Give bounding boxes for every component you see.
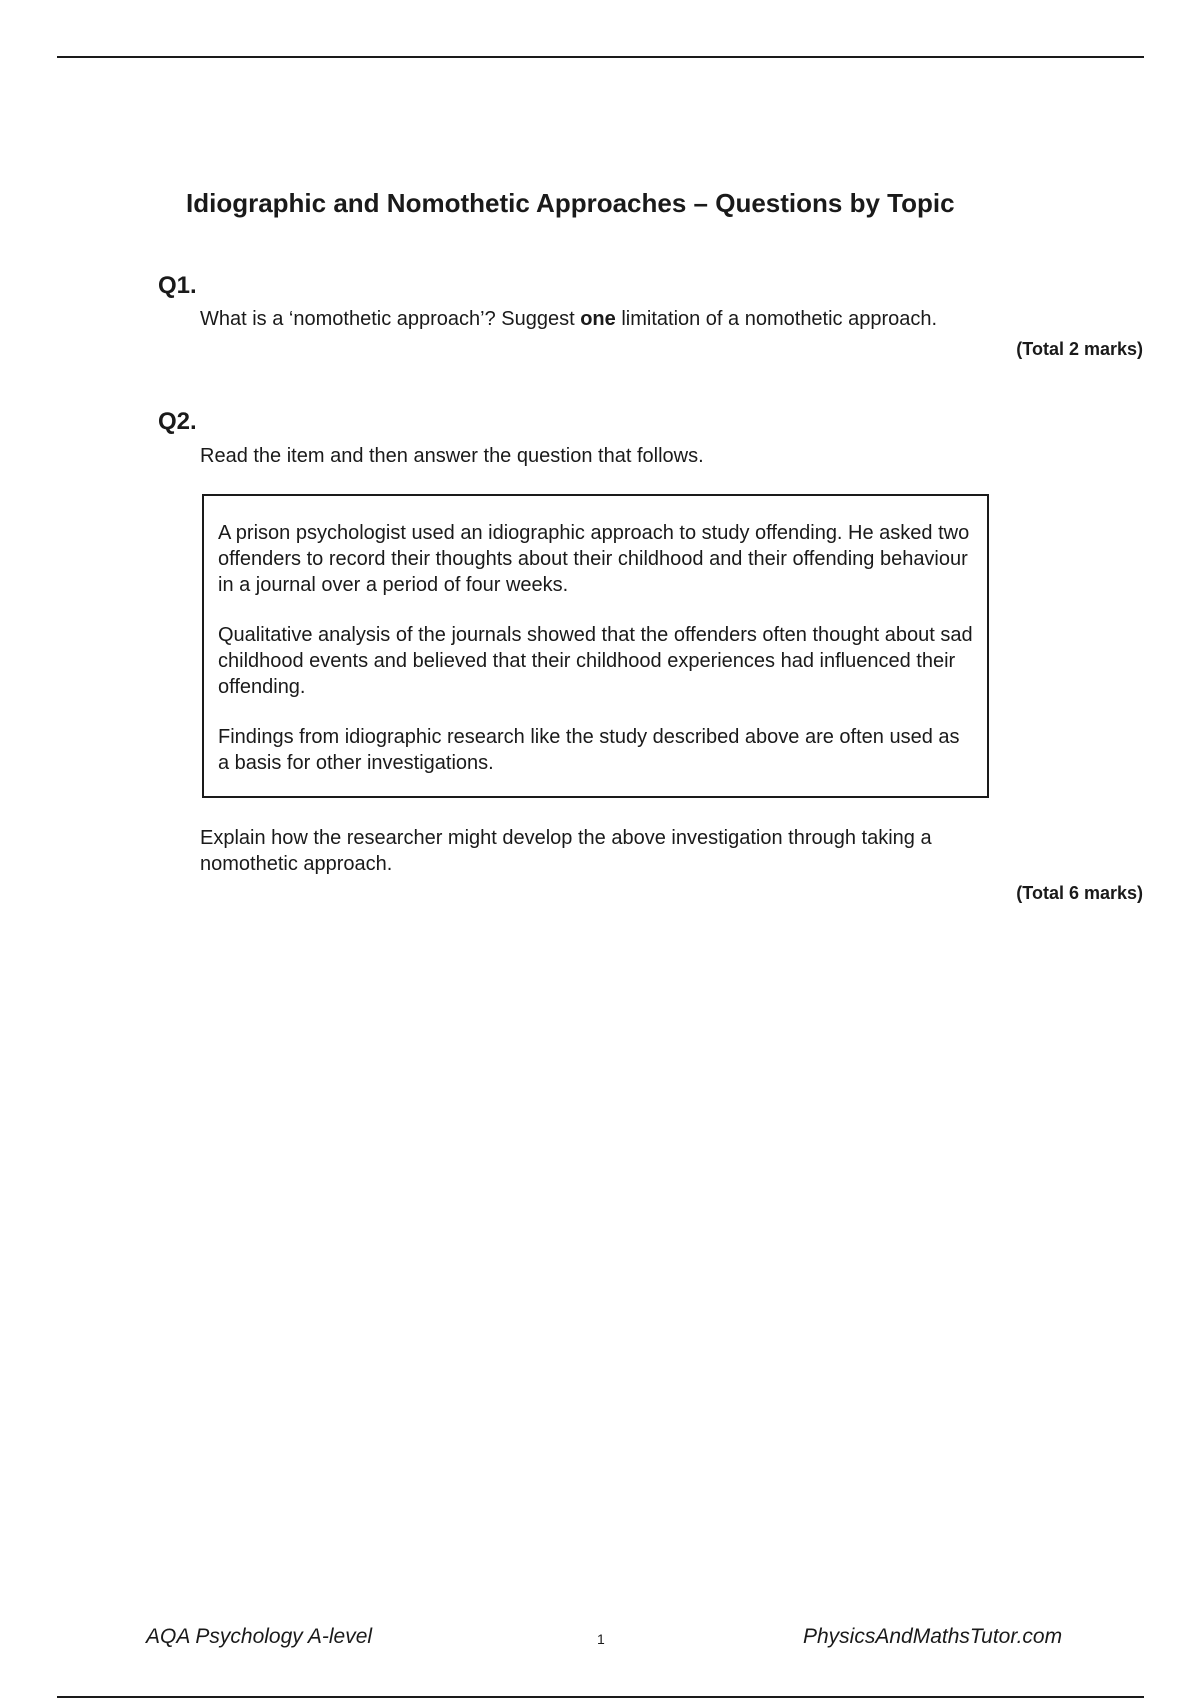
footer-website: PhysicsAndMathsTutor.com (803, 1625, 1063, 1648)
q1-marks: (Total 2 marks) (1016, 339, 1143, 359)
q1-text (200, 306, 1080, 332)
top-rule (57, 56, 1144, 58)
q2-item-para3: Findings from idiographic research like the study described above are often used as a basis for other investigations. (218, 726, 960, 774)
q2-marks: (Total 6 marks) (1016, 883, 1143, 903)
q2-item-para2: Qualitative analysis of the journals showed that the offenders often thought about sad childhood events and believed that their childhood experiences had influenced their offending. (218, 624, 973, 698)
q2-intro: Read the item and then answer the question that follows. (200, 445, 704, 467)
q1-text-before: What is a ‘nomothetic approach’? Suggest (200, 308, 581, 330)
q2-question: Explain how the researcher might develop the above investigation through taking a nomothetic approach. (200, 827, 932, 875)
q1-text-after: limitation of a nomothetic approach. (615, 308, 938, 330)
footer-subject: AQA Psychology A-level (146, 1625, 373, 1648)
q1-number: Q1. (158, 272, 197, 299)
footer-page-number: 1 (597, 1631, 605, 1647)
q2-item-para1: A prison psychologist used an idiographic approach to study offending. He asked two offenders to record their thoughts about their childhood and their offending behaviour in a journal over a period of four weeks. (218, 522, 970, 596)
q2-item-box (202, 494, 989, 798)
q1-text-bold: one (580, 308, 616, 330)
page-title: Idiographic and Nomothetic Approaches – Questions by Topic (186, 188, 955, 218)
q2-number: Q2. (158, 408, 197, 435)
bottom-rule (57, 1696, 1144, 1698)
